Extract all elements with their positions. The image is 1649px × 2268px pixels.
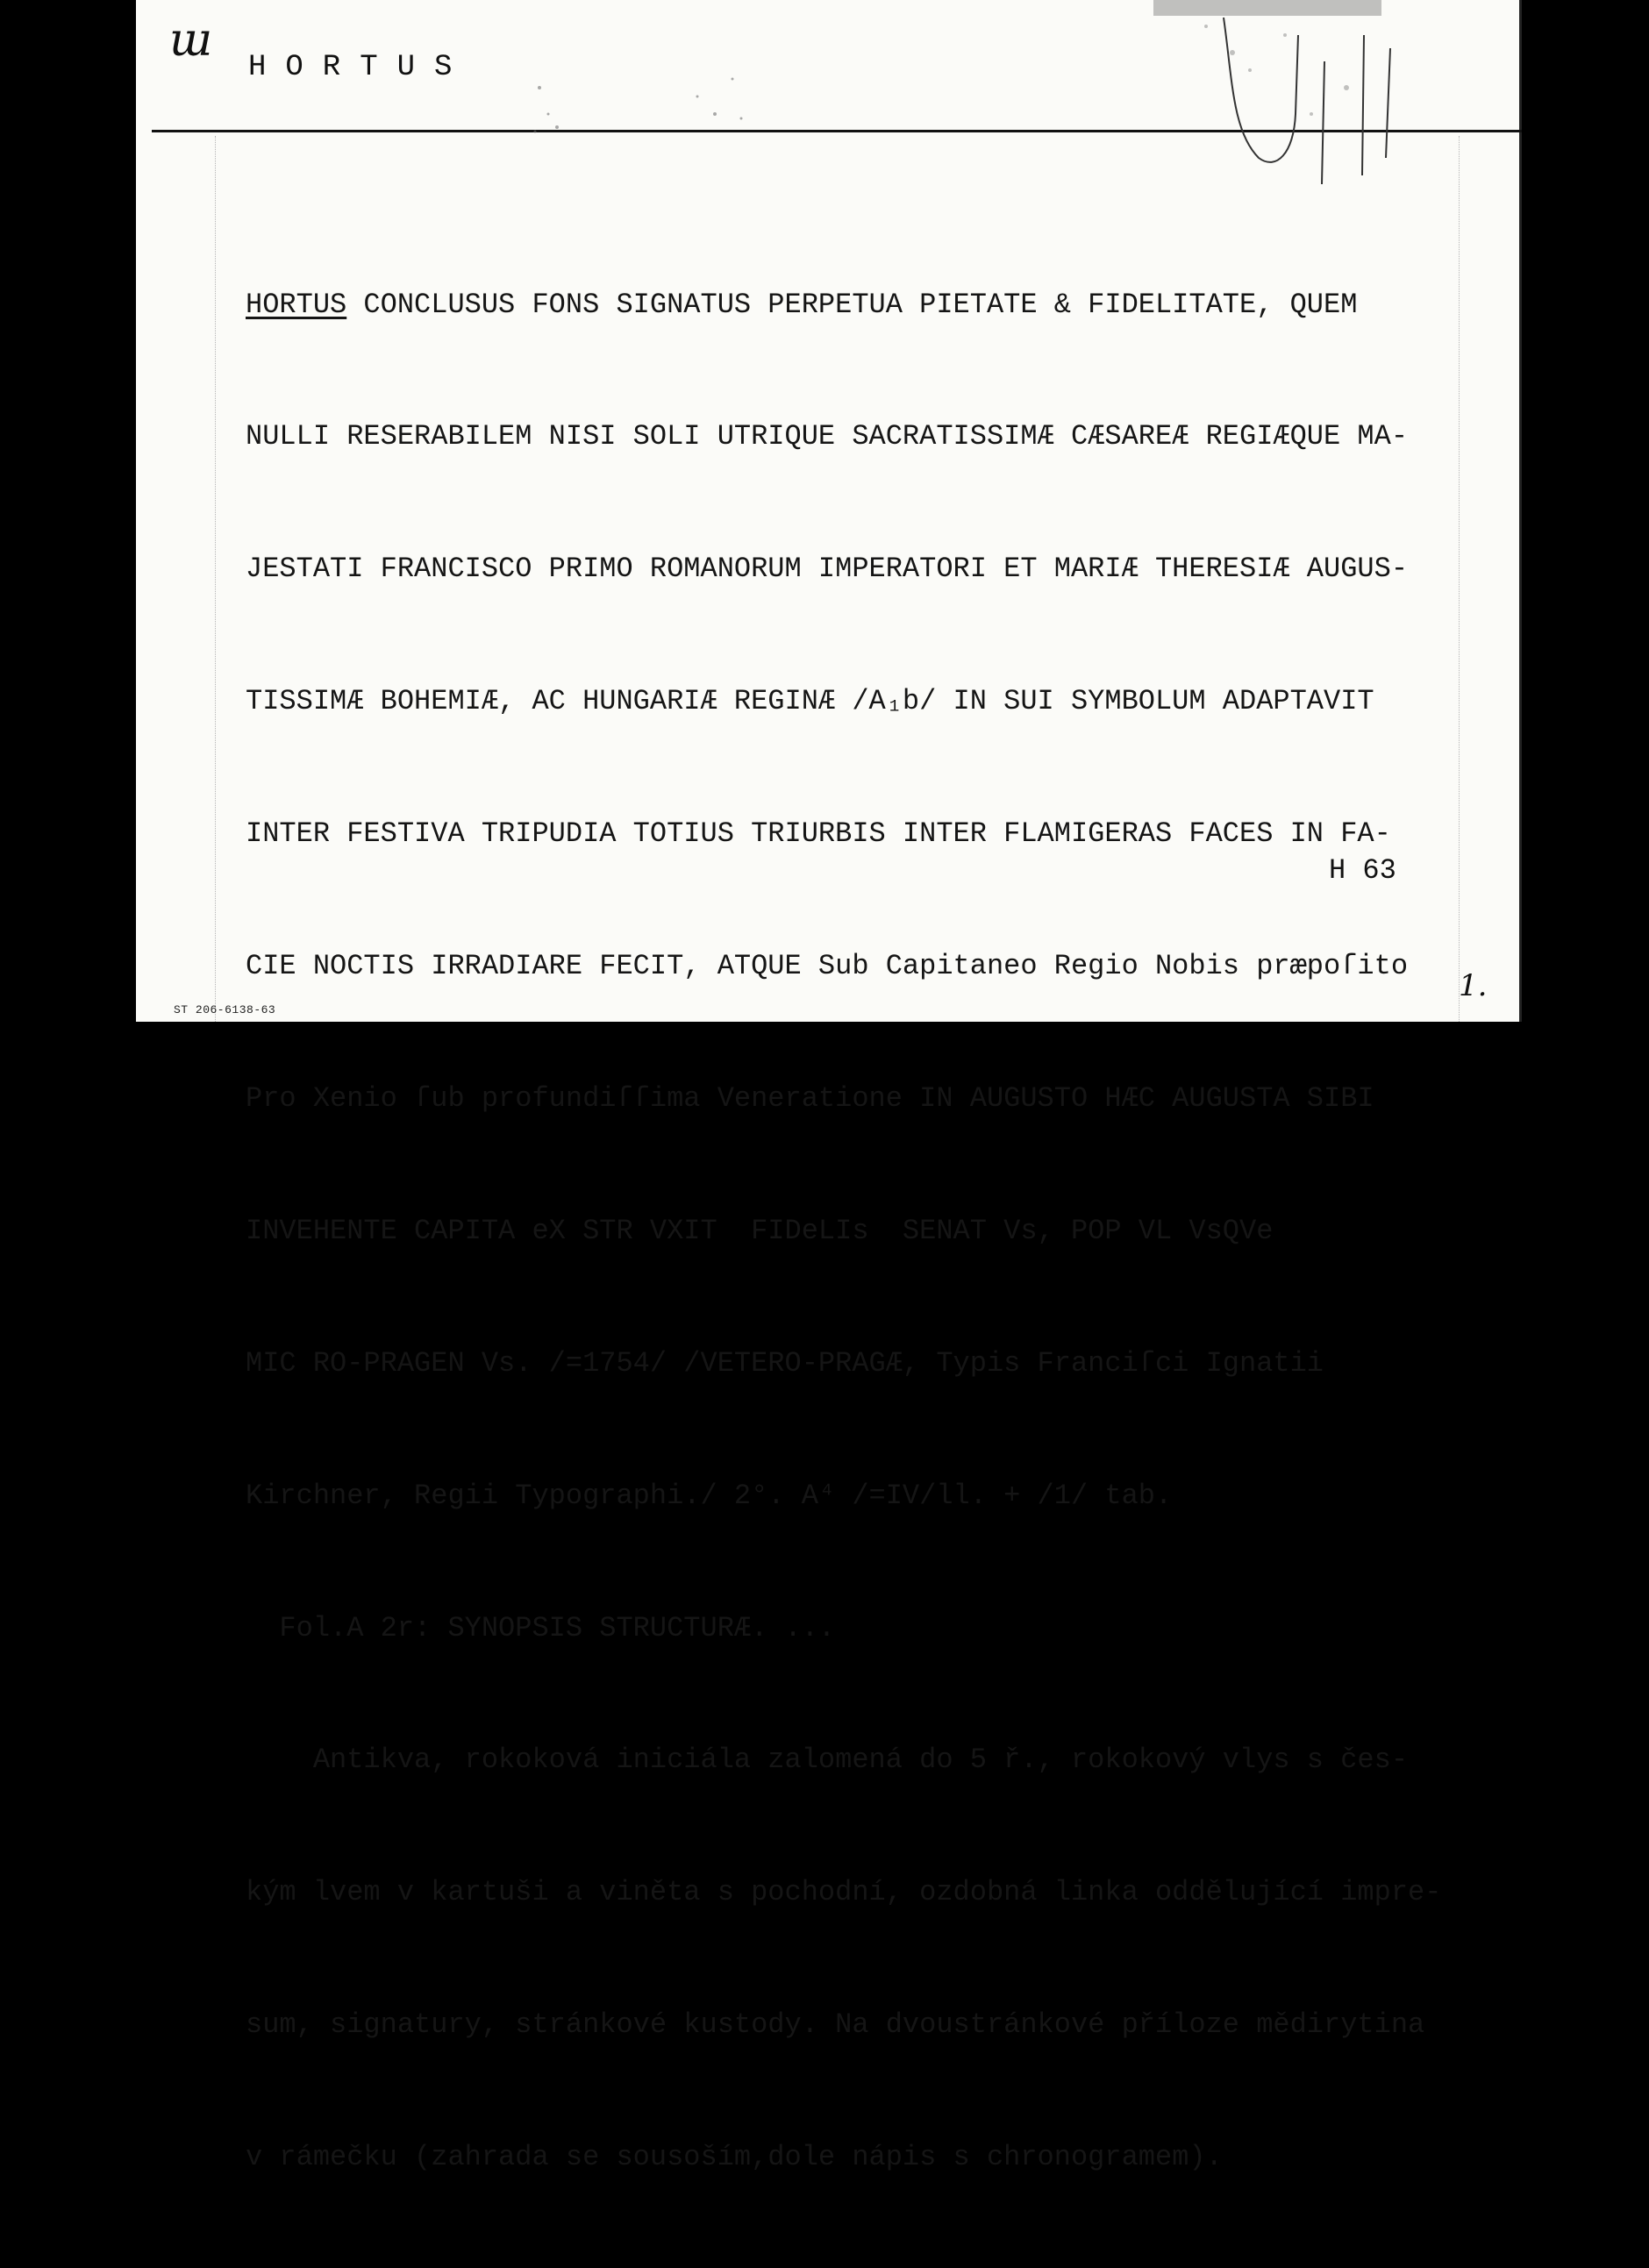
heading-word: HORTUS — [246, 288, 347, 321]
page-number: 1. — [1459, 968, 1488, 1003]
body-line-1 — [246, 283, 1474, 327]
body-line: v rámečku (zahrada se sousoším,dole nápis s chronogramem). — [246, 2141, 1223, 2174]
body-line: JESTATI FRANCISCO PRIMO ROMANORUM IMPERATORI ET MARIÆ THERESIÆ AUGUS- — [246, 553, 1409, 586]
body-line: sum, signatury, stránkové kustody. Na dvoustránkové příloze mědirytina — [246, 2008, 1425, 2042]
card-heading: HORTUS — [248, 51, 472, 84]
footer-code: ST 206-6138-63 — [174, 1003, 276, 1016]
corner-mark: ɯ — [169, 14, 213, 67]
body-line: NULLI RESERABILEM NISI SOLI UTRIQUE SACRATISSIMÆ CÆSAREÆ REGIÆQUE MA- — [246, 420, 1409, 453]
body-line: CIE NOCTIS IRRADIARE FECIT, ATQUE Sub Capitaneo Regio Nobis præpoſito — [246, 950, 1409, 983]
scan-speckles — [513, 53, 776, 140]
body-line: kým lvem v kartuši a viněta s pochodní, ozdobná linka oddělující impre- — [246, 1876, 1442, 1909]
left-margin-line — [215, 136, 216, 1022]
body-line: INVEHENTE CAPITA eX STR VXIT FIDeLIs SENAT Vs, POP VL VsQVe — [246, 1214, 1274, 1247]
body-line: INTER FESTIVA TRIPUDIA TOTIUS TRIURBIS INTER FLAMIGERAS FACES IN FA- — [246, 817, 1391, 851]
body-line: Antikva, rokoková iniciála zalomená do 5 ř., rokokový vlys s čes- — [246, 1744, 1409, 1777]
body-line: Fol.A 2r: SYNOPSIS STRUCTURÆ. ... — [246, 1611, 836, 1644]
record-body — [246, 195, 1474, 2268]
catalog-card — [136, 0, 1522, 2174]
body-line: TISSIMÆ BOHEMIÆ, AC HUNGARIÆ REGINÆ /A₁b/ IN SUI SYMBOLUM ADAPTAVIT — [246, 685, 1374, 718]
body-line: Pro Xenio ſub profundiſſima Veneratione IN AUGUSTO HÆC AUGUSTA SIBI — [246, 1081, 1374, 1115]
shelfmark: H 63 — [1329, 854, 1396, 887]
paperclip-shadow — [1101, 0, 1452, 202]
card-edge — [1519, 0, 1522, 1022]
body-line: Kirchner, Regii Typographi./ 2°. A⁴ /=IV/ll. + /1/ tab. — [246, 1479, 1173, 1512]
body-line-1-rest: CONCLUSUS FONS SIGNATUS PERPETUA PIETATE & FIDELITATE, QUEM — [346, 288, 1358, 321]
body-line: MIC RO-PRAGEN Vs. /=1754/ /VETERO-PRAGÆ, Typis Franciſci Ignatii — [246, 1346, 1324, 1380]
